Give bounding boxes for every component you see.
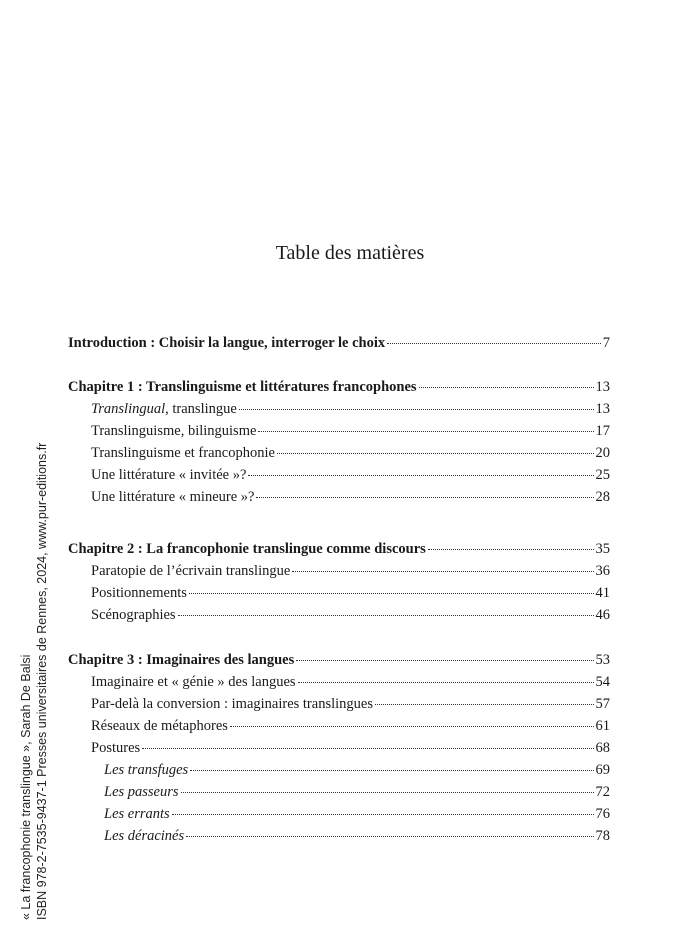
toc-entry[interactable]	[104, 782, 610, 802]
toc-entry-label: Introduction : Choisir la langue, interroger le choix	[68, 335, 386, 351]
dot-leader	[230, 726, 594, 727]
toc-entry[interactable]	[91, 738, 610, 758]
toc-entry-label: Paratopie de l’écrivain translingue	[91, 563, 291, 579]
toc-entry[interactable]	[91, 443, 610, 463]
toc-entry-page: 41	[595, 585, 610, 601]
dot-leader	[277, 453, 594, 454]
toc-entry-label: Réseaux de métaphores	[91, 718, 228, 734]
dot-leader	[178, 615, 594, 616]
toc-entry[interactable]	[104, 760, 610, 780]
dot-leader	[181, 792, 594, 793]
toc-entry-label-rest: , translingue	[165, 401, 237, 417]
toc-entry-page: 69	[595, 762, 610, 778]
dot-leader	[296, 660, 593, 661]
toc-entry-page: 57	[595, 696, 610, 712]
toc-entry-label: Par-delà la conversion : imaginaires translingues	[91, 696, 373, 712]
toc-entry-page: 46	[595, 607, 610, 623]
toc-entry[interactable]	[91, 487, 610, 507]
dot-leader	[248, 475, 593, 476]
toc-entry-page: 36	[595, 563, 610, 579]
dot-leader	[190, 770, 593, 771]
toc-entry-page: 20	[595, 445, 610, 461]
toc-entry[interactable]	[91, 716, 610, 736]
dot-leader	[189, 593, 594, 594]
toc-entry-page: 78	[595, 828, 610, 844]
toc-entry-label: Translinguisme et francophonie	[91, 445, 275, 461]
toc-entry[interactable]	[91, 694, 610, 714]
toc-entry-label: Chapitre 1 : Translinguisme et littératures francophones	[68, 379, 417, 395]
toc-entry[interactable]	[91, 672, 610, 692]
toc-entry[interactable]	[104, 804, 610, 824]
toc-entry-page: 61	[595, 718, 610, 734]
toc-entry-label: Les transfuges	[104, 762, 189, 778]
toc-entry[interactable]	[91, 399, 610, 419]
toc-entry-page: 68	[595, 740, 610, 756]
dot-leader	[142, 748, 593, 749]
toc-entry[interactable]	[91, 583, 610, 603]
toc-entry-page: 72	[595, 784, 610, 800]
toc-entry-page: 7	[602, 335, 610, 351]
toc-entry-label: Imaginaire et « génie » des langues	[91, 674, 296, 690]
toc-entry-label: Chapitre 2 : La francophonie translingue comme discours	[68, 541, 426, 557]
toc-entry-label: Une littérature « invitée »?	[91, 467, 247, 483]
dot-leader	[172, 814, 594, 815]
toc-entry-page: 13	[595, 401, 610, 417]
toc-entry-page: 28	[595, 489, 610, 505]
toc-entry[interactable]	[91, 561, 610, 581]
toc-entry-page: 17	[595, 423, 610, 439]
toc-entry-chapter-1[interactable]	[68, 377, 610, 397]
toc-entry-page: 76	[595, 806, 610, 822]
book-citation: « La francophonie translingue », Sarah De Balsi	[19, 654, 33, 920]
toc-entry-page: 35	[595, 541, 610, 557]
toc-entry-page: 13	[595, 379, 610, 395]
toc-entry-page: 53	[595, 652, 610, 668]
toc-entry-label: Les errants	[104, 806, 170, 822]
toc-entry-label: Une littérature « mineure »?	[91, 489, 255, 505]
toc-entry-label: Positionnements	[91, 585, 187, 601]
toc-entry-label	[91, 399, 237, 419]
toc-entry-label: Les déracinés	[104, 828, 185, 844]
dot-leader	[375, 704, 594, 705]
toc-entry-label: Chapitre 3 : Imaginaires des langues	[68, 652, 295, 668]
toc-entry[interactable]	[91, 465, 610, 485]
dot-leader	[239, 409, 594, 410]
dot-leader	[292, 571, 593, 572]
toc-entry-label: Translinguisme, bilinguisme	[91, 423, 257, 439]
dot-leader	[298, 682, 594, 683]
dot-leader	[387, 343, 601, 344]
dot-leader	[256, 497, 593, 498]
toc-entry-label: Postures	[91, 740, 141, 756]
dot-leader	[186, 836, 593, 837]
toc-entry-page: 25	[595, 467, 610, 483]
toc-entry-chapter-2[interactable]	[68, 539, 610, 559]
toc-entry[interactable]	[91, 421, 610, 441]
toc-entry-chapter-3[interactable]	[68, 650, 610, 670]
isbn-publisher-line: ISBN 978-2-7535-9437-1 Presses universitaires de Rennes, 2024, www.pur-editions.fr	[35, 442, 49, 920]
toc-entry-label: Scénographies	[91, 607, 176, 623]
dot-leader	[258, 431, 593, 432]
toc-entry-label-italic: Translingual	[91, 401, 166, 417]
copyright-sidebar	[18, 443, 50, 920]
dot-leader	[428, 549, 594, 550]
toc-entry-label: Les passeurs	[104, 784, 179, 800]
toc-entry[interactable]	[104, 826, 610, 846]
toc-entry-introduction[interactable]	[68, 333, 610, 353]
toc-entry-page: 54	[595, 674, 610, 690]
toc-entry[interactable]	[91, 605, 610, 625]
page-title: Table des matières	[275, 242, 425, 264]
dot-leader	[419, 387, 594, 388]
